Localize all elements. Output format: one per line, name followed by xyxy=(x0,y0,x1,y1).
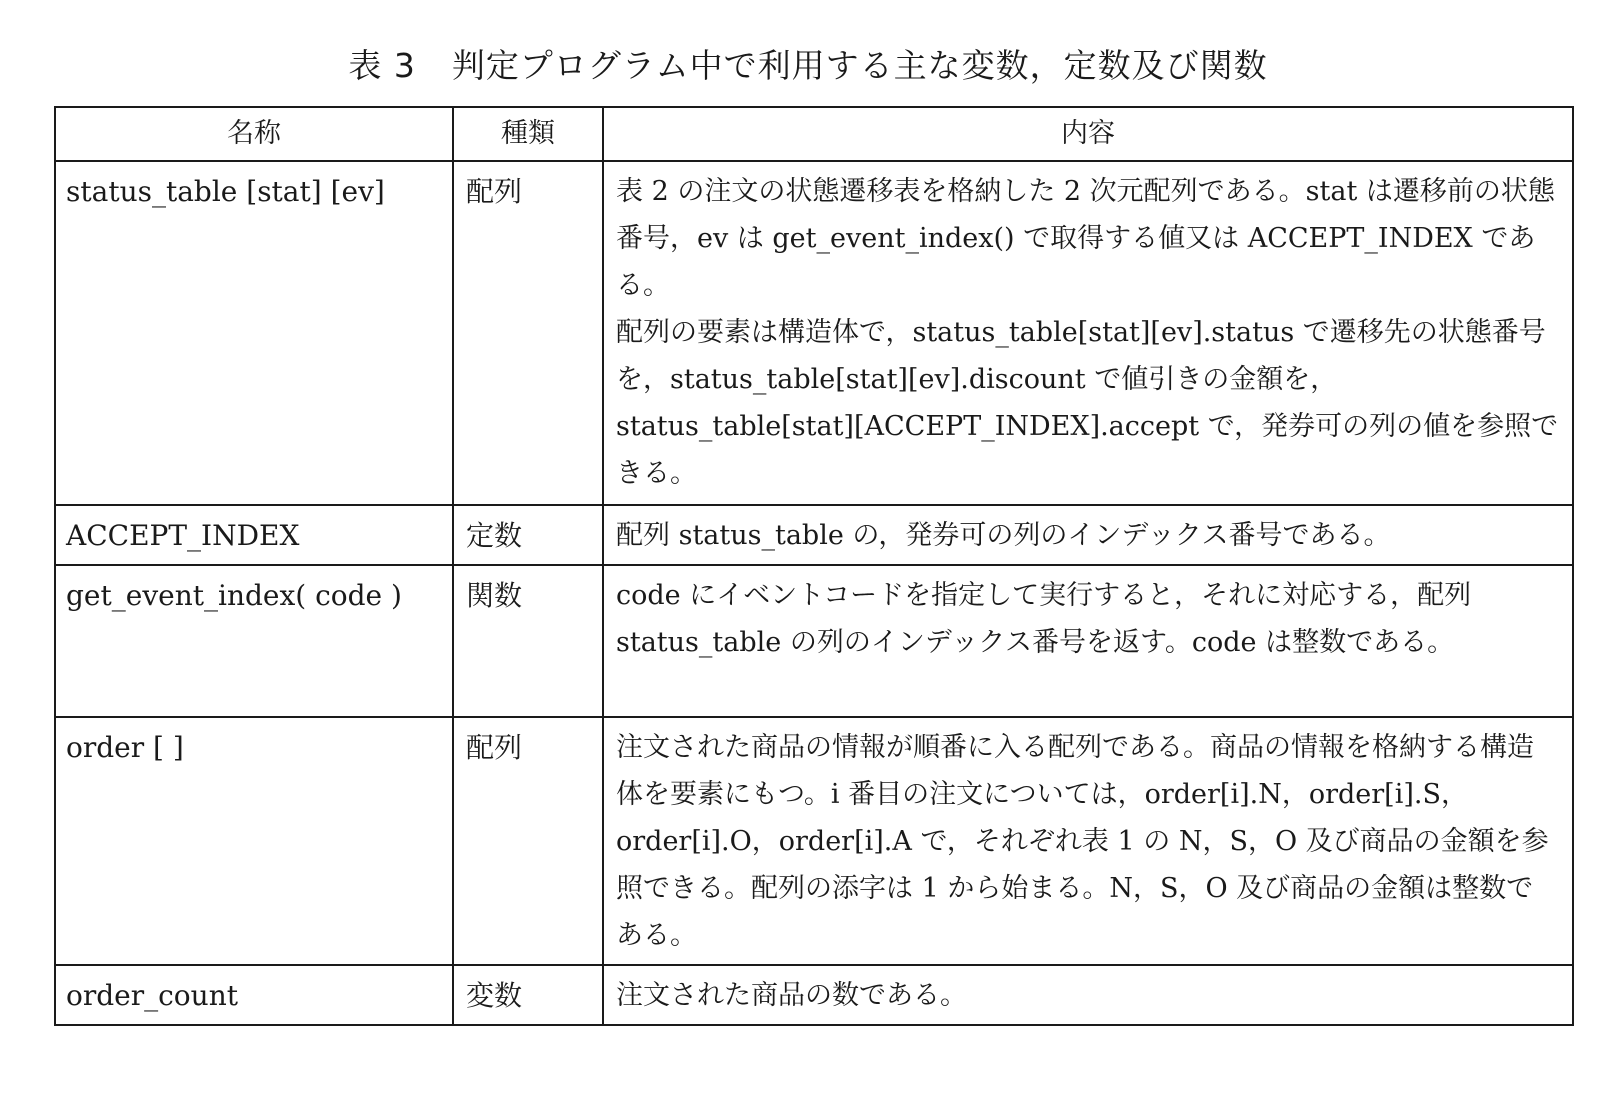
row-kind: 定数 xyxy=(453,505,603,565)
row-content xyxy=(603,161,1573,505)
header-kind: 種類 xyxy=(453,107,603,161)
row-content-paragraph: 表 2 の注文の状態遷移表を格納した 2 次元配列である。stat は遷移前の状態番号，ev は get_event_index() で取得する値又は ACCEPT_INDEX である。 xyxy=(616,176,1555,301)
table-row xyxy=(55,565,1573,717)
row-name: get_event_index( code ) xyxy=(55,565,453,717)
header-row xyxy=(55,107,1573,161)
row-name: order_count xyxy=(55,965,453,1025)
table-row xyxy=(55,717,1573,965)
row-kind: 関数 xyxy=(453,565,603,717)
row-name: status_table [stat] [ev] xyxy=(55,161,453,505)
table-number: 表 3 xyxy=(348,46,416,85)
row-content xyxy=(603,565,1573,717)
row-content xyxy=(603,965,1573,1025)
row-name: ACCEPT_INDEX xyxy=(55,505,453,565)
row-kind: 配列 xyxy=(453,717,603,965)
table-row xyxy=(55,965,1573,1025)
row-content-paragraph: 注文された商品の数である。 xyxy=(616,980,967,1011)
row-content-paragraph: 配列の要素は構造体で，status_table[stat][ev].status で遷移先の状態番号を，status_table[stat][ev].discount で値引きの金額を，status_table[stat][ACCEPT_INDEX].accept で，発券可の列の値を参照できる。 xyxy=(616,317,1559,489)
row-content xyxy=(603,505,1573,565)
table-title: 判定プログラム中で利用する主な変数，定数及び関数 xyxy=(451,46,1268,85)
table-row xyxy=(55,161,1573,505)
header-content: 内容 xyxy=(603,107,1573,161)
row-content-paragraph: 配列 status_table の，発券可の列のインデックス番号である。 xyxy=(616,520,1391,551)
header-name: 名称 xyxy=(55,107,453,161)
table-row xyxy=(55,505,1573,565)
row-content xyxy=(603,717,1573,965)
table-caption xyxy=(0,42,1616,90)
row-kind: 配列 xyxy=(453,161,603,505)
row-kind: 変数 xyxy=(453,965,603,1025)
definitions-table xyxy=(54,106,1574,1026)
row-name: order [ ] xyxy=(55,717,453,965)
row-content-paragraph: code にイベントコードを指定して実行すると，それに対応する，配列 status_table の列のインデックス番号を返す。code は整数である。 xyxy=(616,580,1472,658)
row-content-paragraph: 注文された商品の情報が順番に入る配列である。商品の情報を格納する構造体を要素にもつ。i 番目の注文については，order[i].N，order[i].S，order[i].O，order[i].A で，それぞれ表 1 の N，S，O 及び商品の金額を参照できる。配列の添字は 1 から始まる。N，S，O 及び商品の金額は整数である。 xyxy=(616,732,1549,951)
